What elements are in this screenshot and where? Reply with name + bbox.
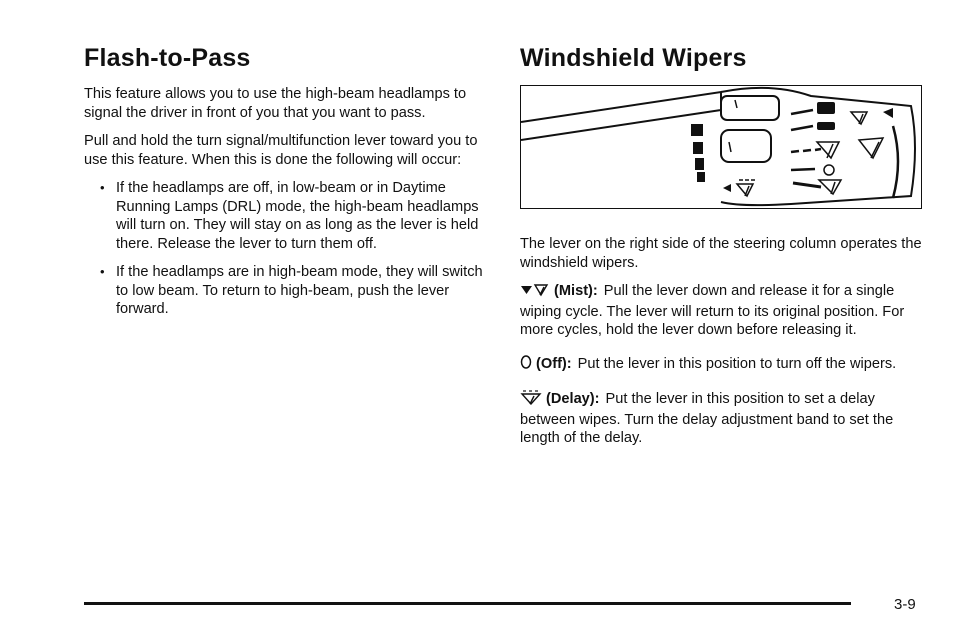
footer-rule bbox=[84, 602, 851, 605]
flash-to-pass-section bbox=[84, 44, 494, 329]
windshield-wipers-heading: Windshield Wipers bbox=[520, 44, 747, 72]
mist-entry bbox=[520, 282, 925, 340]
list-item-text: If the headlamps are in high-beam mode, they will switch to low beam. To return to high-beam, push the lever forward. bbox=[116, 264, 483, 317]
paragraph-intro: This feature allows you to use the high-beam headlamps to signal the driver in front of you that you want to pass. bbox=[84, 86, 467, 121]
list-item bbox=[84, 179, 494, 253]
off-entry bbox=[520, 354, 925, 376]
list-item-text: If the headlamps are off, in low-beam or in Daytime Running Lamps (DRL) mode, the high-beam headlamps will turn on. They will stay on as long as the lever is held there. Release the lever to turn them off. bbox=[116, 180, 479, 252]
off-icon bbox=[520, 354, 532, 376]
delay-entry bbox=[520, 389, 925, 448]
delay-icon bbox=[520, 389, 542, 411]
off-description: Put the lever in this position to turn off the wipers. bbox=[577, 355, 897, 372]
page-number: 3-9 bbox=[894, 596, 916, 613]
windshield-wipers-section bbox=[520, 44, 925, 462]
wiper-lever-illustration bbox=[520, 85, 922, 209]
list-item bbox=[84, 263, 494, 319]
flash-to-pass-heading: Flash-to-Pass bbox=[84, 44, 251, 72]
off-label: (Off): bbox=[536, 355, 572, 372]
wipers-intro: The lever on the right side of the steering column operates the windshield wipers. bbox=[520, 236, 922, 271]
delay-label: (Delay): bbox=[546, 391, 600, 407]
delay-description: Put the lever in this position to set a delay between wipes. Turn the delay adjustment band to set the length of the delay. bbox=[520, 391, 894, 446]
bullet-list bbox=[84, 179, 494, 319]
bullet-icon: • bbox=[100, 180, 105, 195]
wiper-lever-drawing bbox=[521, 86, 920, 207]
paragraph-instructions: Pull and hold the turn signal/multifunction lever toward you to use this feature. When this is done the following will occur: bbox=[84, 133, 478, 168]
mist-description: Pull the lever down and release it for a single wiping cycle. The lever will return to its original position. For more cycles, hold the lever down before releasing it. bbox=[520, 283, 905, 338]
mist-label: (Mist): bbox=[554, 283, 598, 299]
bullet-icon: • bbox=[100, 264, 105, 279]
mist-icon bbox=[520, 283, 550, 303]
